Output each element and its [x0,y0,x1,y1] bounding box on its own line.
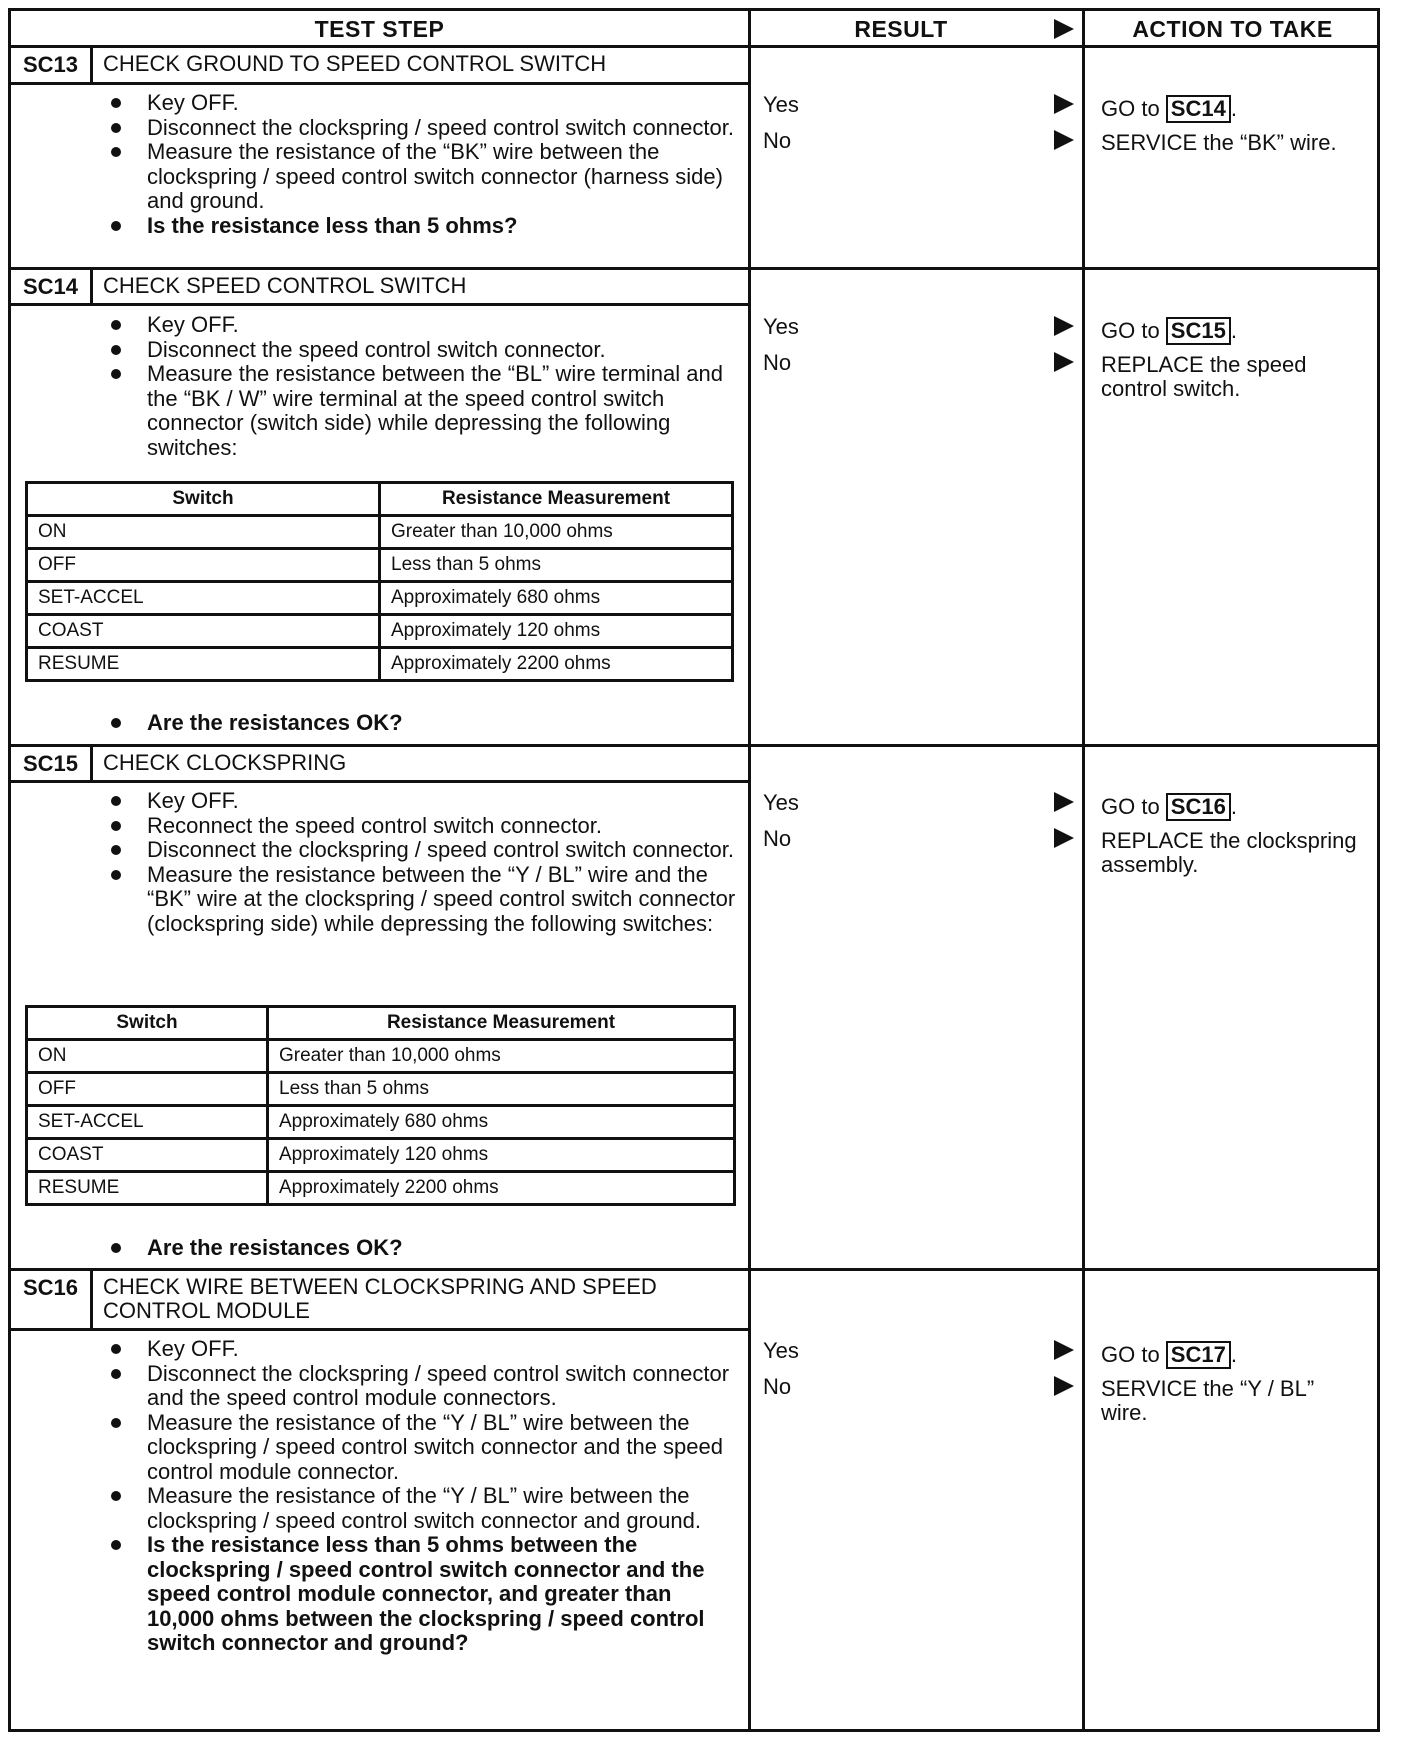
arrow-icon [1054,792,1074,812]
result-yes: Yes [763,314,799,339]
action-yes [1101,95,1371,123]
result-no: No [763,128,792,153]
switch-cell: SET-ACCEL [27,582,380,615]
table-header-row [27,1007,735,1040]
action-suffix: . [1230,318,1237,343]
step-header-sc13 [11,48,748,85]
table-row [27,1106,735,1139]
table-row [27,1073,735,1106]
column-header: Switch [27,1007,268,1040]
result-yes: Yes [763,1338,799,1363]
step-header-sc15 [11,747,748,783]
action-prefix: GO to [1101,318,1166,343]
measurement-cell: Greater than 10,000 ohms [380,516,733,549]
column-header: Resistance Measurement [268,1007,735,1040]
table-row [27,516,733,549]
instruction-item: Disconnect the clockspring / speed control switch connector and the speed control module connectors. [107,1362,737,1411]
action-no: SERVICE the “BK” wire. [1101,130,1337,155]
action-yes [1101,317,1371,345]
instruction-item: Key OFF. [107,313,737,338]
table-row [27,1172,735,1205]
step-reference[interactable]: SC17 [1166,1341,1231,1369]
action-yes [1101,793,1371,821]
action-suffix: . [1230,794,1237,819]
measurement-cell: Less than 5 ohms [268,1073,735,1106]
instruction-item: Measure the resistance between the “Y / BL” wire and the “BK” wire at the clockspring / speed control switch connector (clockspring side) while depressing the following switches: [107,863,737,937]
instruction-item: Disconnect the clockspring / speed control switch connector. [107,838,737,863]
resistance-table-sc14 [25,481,734,682]
action-no: SERVICE the “Y / BL” wire. [1101,1376,1315,1425]
step-id: SC15 [11,747,93,780]
result-yes: Yes [763,92,799,117]
header-arrow-icon [1054,19,1074,39]
instruction-item: Measure the resistance of the “BK” wire between the clockspring / speed control switch connector (harness side) and ground. [107,140,737,214]
table-row [27,648,733,681]
step-question: Are the resistances OK? [107,711,737,736]
result-yes: Yes [763,790,799,815]
action-suffix: . [1230,96,1237,121]
table-row [27,549,733,582]
arrow-icon [1054,130,1074,150]
action-no: REPLACE the clockspring assembly. [1101,828,1357,877]
measurement-cell: Less than 5 ohms [380,549,733,582]
arrow-icon [1054,94,1074,114]
measurement-cell: Approximately 680 ohms [380,582,733,615]
instruction-item: Reconnect the speed control switch connector. [107,814,737,839]
switch-cell: RESUME [27,648,380,681]
instruction-item: Key OFF. [107,1337,737,1362]
step-id: SC14 [11,270,93,303]
instruction-item: Key OFF. [107,789,737,814]
step-reference[interactable]: SC14 [1166,95,1231,123]
step-instructions-sc16 [107,1337,737,1656]
resistance-table-sc15 [25,1005,736,1206]
step-title: CHECK GROUND TO SPEED CONTROL SWITCH [103,51,607,76]
switch-cell: ON [27,516,380,549]
header-result: RESULT [854,16,948,42]
action-no: REPLACE the speed control switch. [1101,352,1307,401]
step-instructions-sc15 [107,789,737,936]
instruction-item: Measure the resistance of the “Y / BL” wire between the clockspring / speed control switch connector and ground. [107,1484,737,1533]
step-instructions-sc13 [107,91,737,238]
switch-cell: SET-ACCEL [27,1106,268,1139]
result-no: No [763,350,792,375]
measurement-cell: Greater than 10,000 ohms [268,1040,735,1073]
action-prefix: GO to [1101,1342,1166,1367]
step-question-list-sc15 [107,1236,737,1261]
instruction-item: Measure the resistance of the “Y / BL” wire between the clockspring / speed control switch connector and the speed control module connector. [107,1411,737,1485]
step-id: SC13 [11,48,93,82]
step-question: Are the resistances OK? [107,1236,737,1261]
step-reference[interactable]: SC16 [1166,793,1231,821]
step-question-list-sc14 [107,711,737,736]
switch-cell: COAST [27,1139,268,1172]
header-action: ACTION TO TAKE [1132,16,1333,42]
arrow-icon [1054,1340,1074,1360]
instruction-item: Key OFF. [107,91,737,116]
step-id: SC16 [11,1271,93,1328]
measurement-cell: Approximately 120 ohms [380,615,733,648]
result-no: No [763,1374,792,1399]
step-instructions-sc14 [107,313,737,460]
measurement-cell: Approximately 2200 ohms [268,1172,735,1205]
troubleshooting-table [8,8,1380,1732]
step-question: Is the resistance less than 5 ohms? [107,214,737,239]
step-reference[interactable]: SC15 [1166,317,1231,345]
table-row [27,1139,735,1172]
column-header: Switch [27,483,380,516]
measurement-cell: Approximately 120 ohms [268,1139,735,1172]
table-header-row [27,483,733,516]
instruction-item: Measure the resistance between the “BL” wire terminal and the “BK / W” wire terminal at the speed control switch connector (switch side) while depressing the following switches: [107,362,737,460]
switch-cell: COAST [27,615,380,648]
switch-cell: RESUME [27,1172,268,1205]
table-row [27,1040,735,1073]
step-title: CHECK WIRE BETWEEN CLOCKSPRING AND SPEED CONTROL MODULE [103,1274,657,1323]
column-header: Resistance Measurement [380,483,733,516]
step-title: CHECK CLOCKSPRING [103,750,347,775]
step-header-sc16 [11,1271,748,1331]
table-row [27,582,733,615]
step-question: Is the resistance less than 5 ohms between the clockspring / speed control switch connector and the speed control module connector, and greater than 10,000 ohms between the clockspring / speed control switch connector and ground? [107,1533,737,1656]
action-yes [1101,1341,1371,1369]
table-row [27,615,733,648]
measurement-cell: Approximately 680 ohms [268,1106,735,1139]
action-prefix: GO to [1101,794,1166,819]
arrow-icon [1054,352,1074,372]
action-suffix: . [1230,1342,1237,1367]
instruction-item: Disconnect the clockspring / speed control switch connector. [107,116,737,141]
step-header-sc14 [11,270,748,306]
result-no: No [763,826,792,851]
instruction-item: Disconnect the speed control switch connector. [107,338,737,363]
arrow-icon [1054,828,1074,848]
switch-cell: ON [27,1040,268,1073]
arrow-icon [1054,1376,1074,1396]
arrow-icon [1054,316,1074,336]
header-test-step: TEST STEP [314,16,445,42]
switch-cell: OFF [27,549,380,582]
measurement-cell: Approximately 2200 ohms [380,648,733,681]
step-title: CHECK SPEED CONTROL SWITCH [103,273,467,298]
action-prefix: GO to [1101,96,1166,121]
switch-cell: OFF [27,1073,268,1106]
